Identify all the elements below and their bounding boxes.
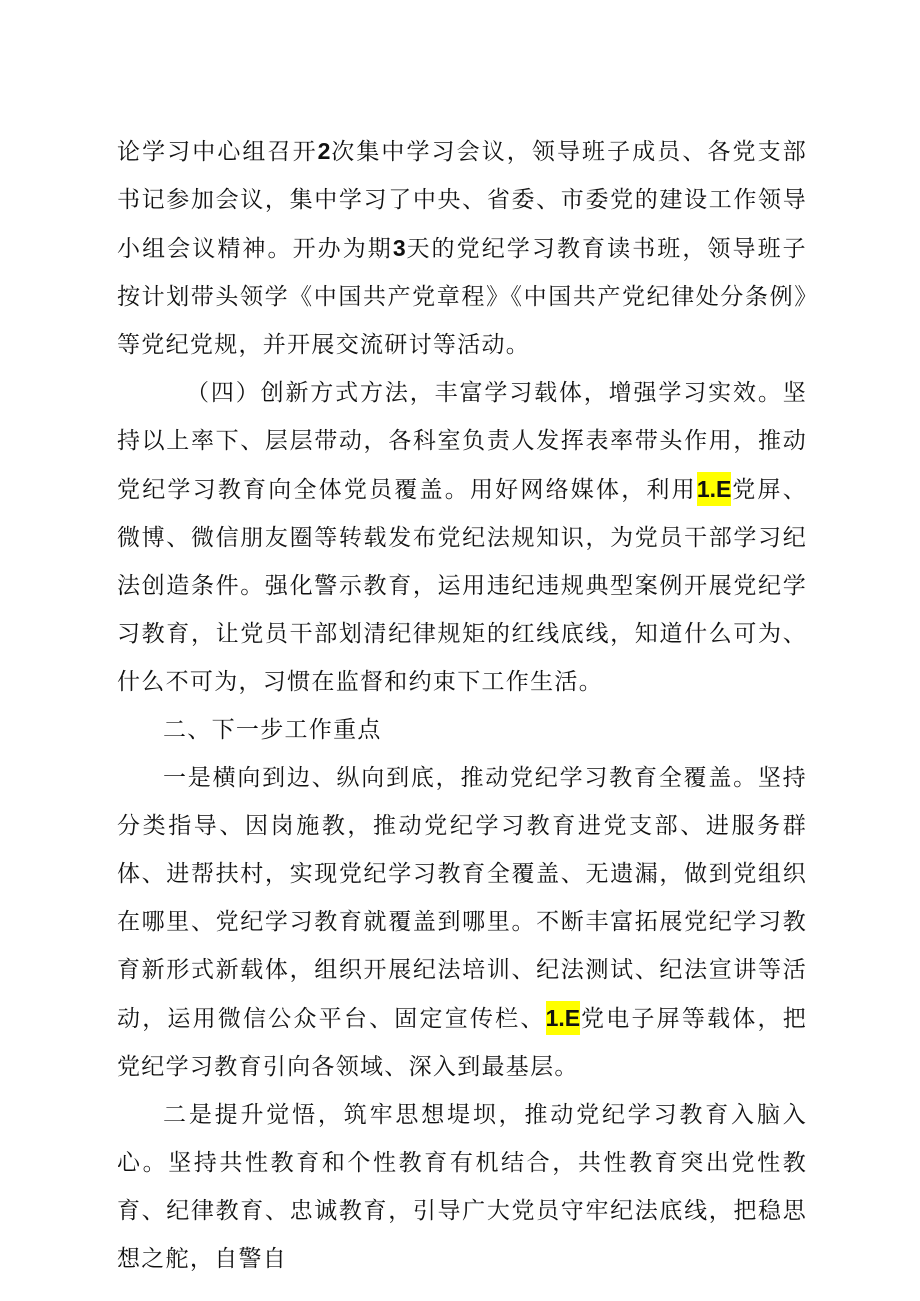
text-run: 党电子屏等载体，把党纪学习教育引向各领域、深入到最基层。 (117, 1006, 807, 1080)
text-run: （四）创新方式方法，丰富学习载体，增强学习实效。坚持以上率下、层层带动，各科室负责人发挥表率带头作用，推动党纪学习教育向全体党员覆盖。用好网络媒体，利用 (117, 380, 807, 503)
text-run: 一是横向到边、纵向到底，推动党纪学习教育全覆盖。坚持分类指导、因岗施教，推动党纪学习教育进党支部、进服务群体、进帮扶村，实现党纪学习教育全覆盖、无遗漏，做到党组织在哪里、党纪学习教育就覆盖到哪里。不断丰富拓展党纪学习教育新形式新载体，组织开展纪法培训、纪法测试、纪法宣讲等活动，运用微信公众平台、固定宣传栏、 (117, 765, 807, 1032)
number-two: 2 (317, 138, 331, 164)
document-page (117, 127, 807, 1283)
paragraph-innovate-methods (117, 369, 807, 706)
text-run: 天的党纪学习教育读书班，领导班子按计划带头领学《中国共产党章程》《中国共产党纪律处分条例》等党纪党规，并开展交流研讨等活动。 (117, 236, 807, 358)
text-run: 论学习中心组召开 (117, 139, 318, 165)
paragraph-full-coverage (117, 754, 807, 1091)
highlighted-text: 1.E (546, 1001, 581, 1035)
paragraph-raise-awareness: 二是提升觉悟，筑牢思想堤坝，推动党纪学习教育入脑入心。坚持共性教育和个性教育有机结合，共性教育突出党性教育、纪律教育、忠诚教育，引导广大党员守牢纪法底线，把稳思想之舵，自警自 (117, 1102, 807, 1272)
number-three: 3 (392, 235, 406, 261)
highlighted-text: 1.E (697, 472, 732, 506)
paragraph-study-meetings (117, 127, 807, 369)
text-run: 次集中学习会议，领导班子成员、各党支部书记参加会议，集中学习了中央、省委、市委党的建设工作领导小组会议精神。开办为期 (117, 139, 807, 262)
text-run: 党屏、微博、微信朋友圈等转载发布党纪法规知识，为党员干部学习纪法创造条件。强化警示教育，运用违纪违规典型案例开展党纪学习教育，让党员干部划清纪律规矩的红线底线，知道什么可为、什么不可为，习惯在监督和约束下工作生活。 (117, 477, 807, 695)
section-heading-next-steps: 二、下一步工作重点 (163, 717, 382, 743)
